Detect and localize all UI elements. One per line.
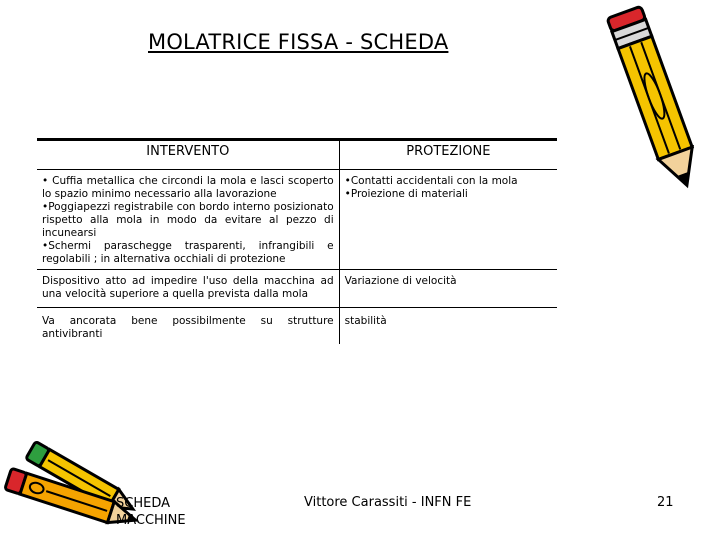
protezione-item: Variazione di velocità: [344, 275, 457, 287]
footer-line: SCHEDA: [116, 496, 170, 511]
protezione-item: •Contatti accidentali con la mola: [344, 175, 518, 187]
pencil-icon: [598, 0, 720, 200]
table-row: [37, 308, 557, 345]
cell-protezione: [339, 170, 557, 270]
intervento-item: Va ancorata bene possibilmente su strutture antivibranti: [42, 315, 334, 340]
intervento-item: Dispositivo atto ad impedire l'uso della macchina ad una velocità superiore a quella prevista dalla mola: [42, 275, 334, 300]
protezione-item: stabilità: [344, 315, 387, 327]
protezione-item: •Proiezione di materiali: [344, 188, 468, 200]
cell-intervento: [37, 308, 339, 345]
table-row: [37, 170, 557, 270]
table-header-row: [37, 140, 557, 170]
intervento-item: •Poggiapezzi registrabile con bordo interno posizionato rispetto alla mola in modo da evitare al pezzo di incunearsi: [42, 201, 334, 239]
intervento-item: • Cuffia metallica che circondi la mola e lasci scoperto lo spazio minimo necessario alla lavorazione: [42, 175, 334, 200]
cell-protezione: [339, 308, 557, 345]
header-protezione: PROTEZIONE: [339, 140, 557, 170]
footer-section-label: [116, 495, 186, 529]
intervention-table: [37, 138, 557, 344]
cell-protezione: [339, 270, 557, 308]
footer-line: MACCHINE: [116, 513, 186, 528]
cell-intervento: [37, 170, 339, 270]
header-intervento: INTERVENTO: [37, 140, 339, 170]
footer-author: Vittore Carassiti - INFN FE: [304, 495, 472, 510]
cell-intervento: [37, 270, 339, 308]
intervento-item: •Schermi paraschegge trasparenti, infrangibili e regolabili ; in alternativa occhiali di protezione: [42, 240, 334, 265]
table-row: [37, 270, 557, 308]
slide-title: MOLATRICE FISSA - SCHEDA: [148, 30, 449, 54]
page-number: 21: [657, 495, 674, 510]
